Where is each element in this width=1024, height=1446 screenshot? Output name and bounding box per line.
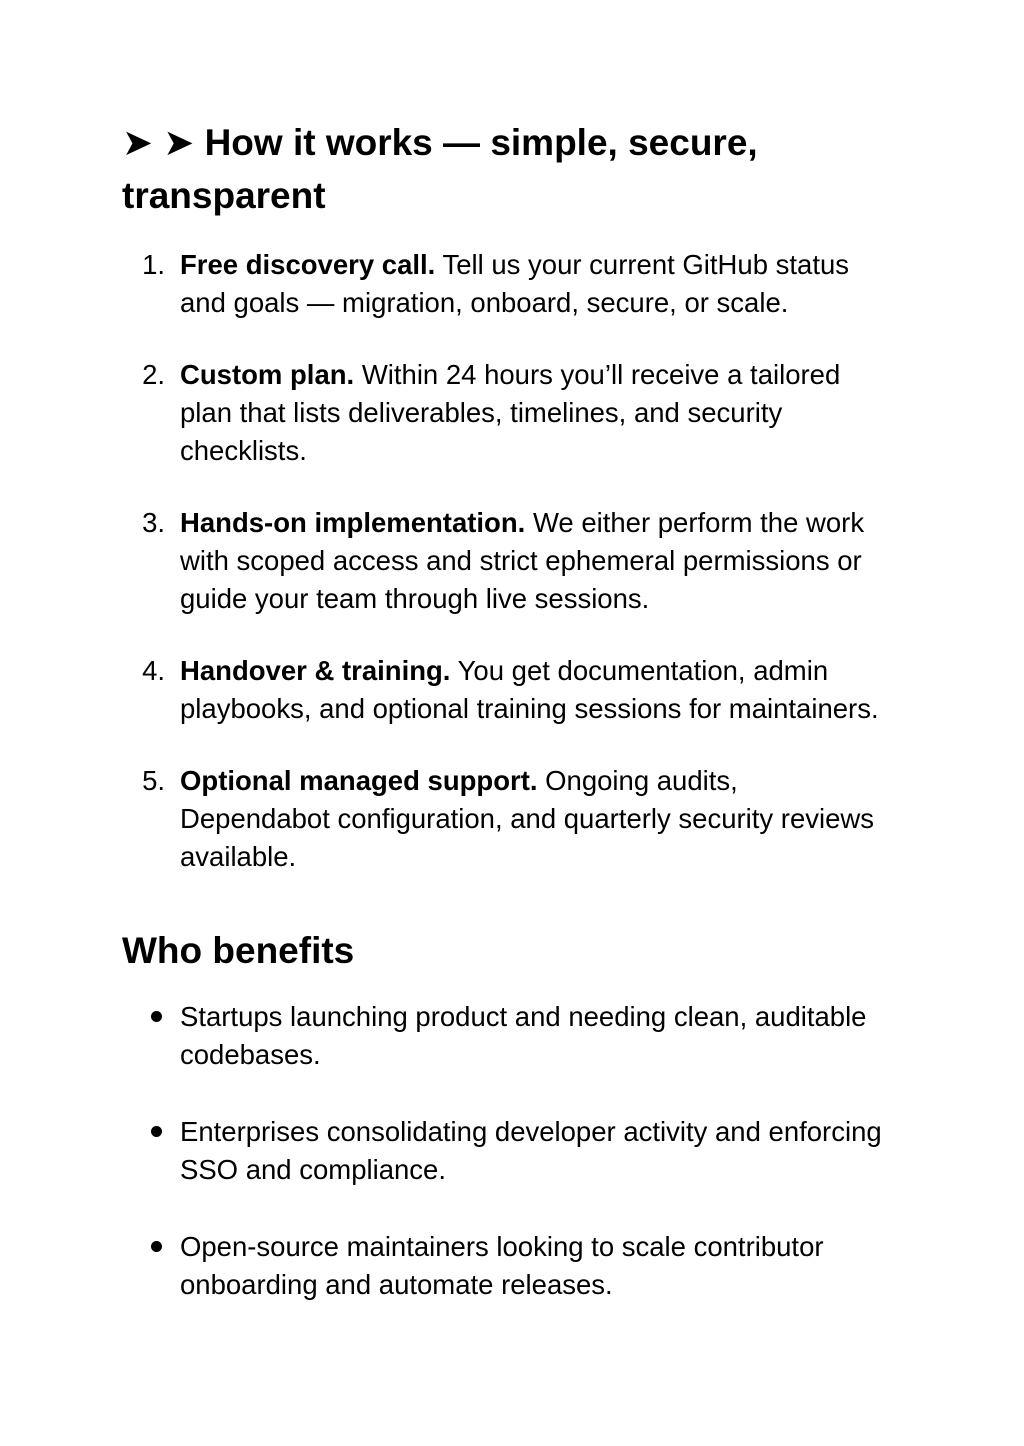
heading-who-benefits: Who benefits <box>122 930 355 971</box>
step-lead: Free discovery call. <box>180 249 436 280</box>
step-lead: Custom plan. <box>180 359 355 390</box>
step-rest: Ongoing audits, Dependabot configuration, and quarterly security reviews available. <box>180 765 874 872</box>
list-number: 4. <box>142 655 165 686</box>
benefit-text: Startups launching product and needing clean, auditable codebases. <box>180 1001 867 1070</box>
step-lead: Handover & training. <box>180 655 451 686</box>
bullet-icon <box>151 1126 162 1137</box>
step-lead: Optional managed support. <box>180 765 538 796</box>
heading-how-it-works: ➤ ➤ How it works — simple, secure, transparent <box>122 122 758 216</box>
step-rest: You get documentation, admin playbooks, and optional training sessions for maintainers. <box>180 655 879 724</box>
list-number: 3. <box>142 507 165 538</box>
benefits-list <box>122 998 886 1304</box>
list-number: 5. <box>142 765 165 796</box>
step-rest: We either perform the work with scoped access and strict ephemeral permissions or guide your team through live sessions. <box>180 507 865 614</box>
step-rest: Within 24 hours you’ll receive a tailored plan that lists deliverables, timelines, and security checklists. <box>180 359 841 466</box>
benefit-text: Open-source maintainers looking to scale contributor onboarding and automate releases. <box>180 1231 824 1300</box>
benefit-text: Enterprises consolidating developer activity and enforcing SSO and compliance. <box>180 1116 882 1185</box>
step-rest: Tell us your current GitHub status and goals — migration, onboard, secure, or scale. <box>180 249 850 318</box>
list-item <box>122 504 886 618</box>
list-item <box>122 1113 886 1189</box>
list-item <box>122 1228 886 1304</box>
list-item <box>122 762 886 876</box>
list-item <box>122 356 886 470</box>
step-lead: Hands-on implementation. <box>180 507 526 538</box>
list-item <box>122 246 886 322</box>
list-item <box>122 652 886 728</box>
list-number: 1. <box>142 249 165 280</box>
bullet-icon <box>151 1241 162 1252</box>
list-item <box>122 998 886 1074</box>
steps-list <box>122 246 886 876</box>
list-number: 2. <box>142 359 165 390</box>
bullet-icon <box>151 1011 162 1022</box>
